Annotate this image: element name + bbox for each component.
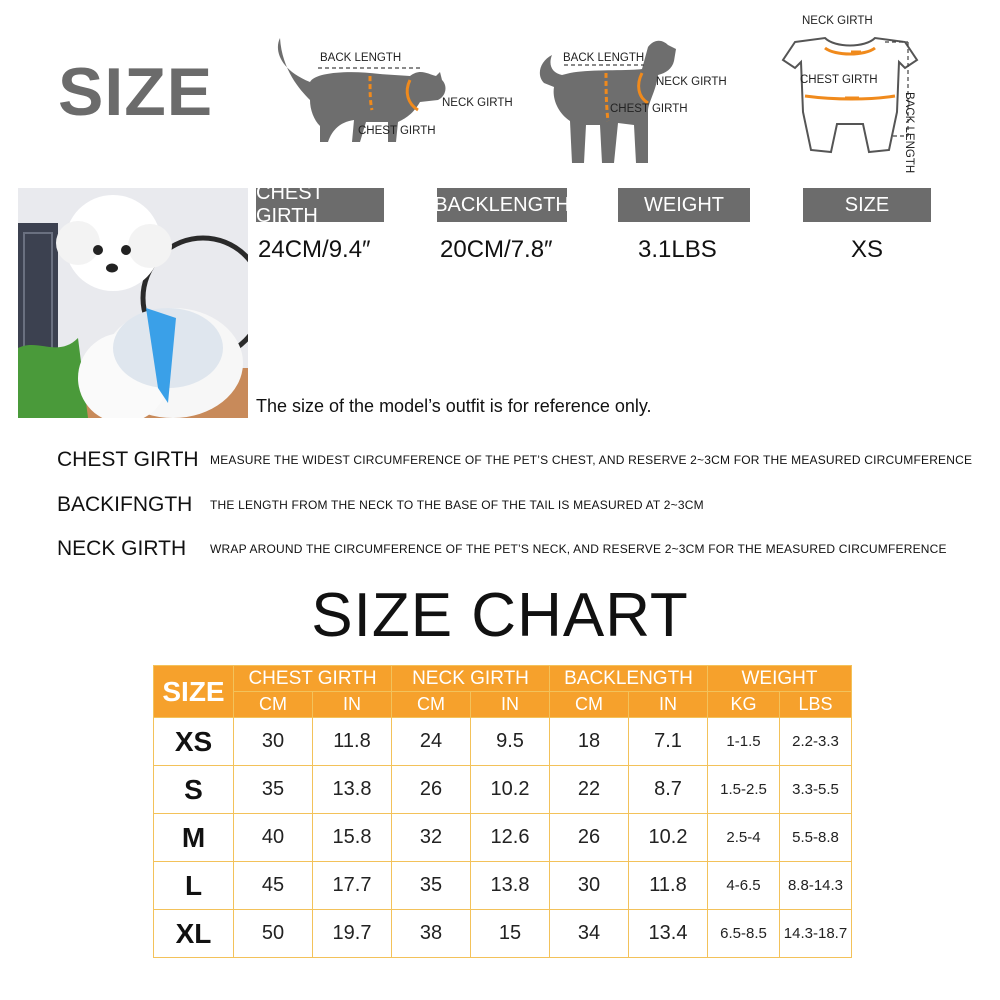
diagram-label: NECK GIRTH — [442, 97, 513, 109]
table-cell: 15.8 — [313, 814, 392, 862]
spec-label-backlength: BACKLENGTH — [437, 188, 567, 222]
size-chart-table — [153, 665, 852, 958]
table-cell: 35 — [392, 862, 471, 910]
table-cell: 13.4 — [629, 910, 708, 958]
group-header: NECK GIRTH — [392, 666, 550, 692]
table-cell: 4-6.5 — [708, 862, 780, 910]
table-cell: 32 — [392, 814, 471, 862]
table-cell: 2.5-4 — [708, 814, 780, 862]
diagram-label: BACK LENGTH — [903, 92, 915, 174]
table-row — [154, 766, 852, 814]
diagram-label: CHEST GIRTH — [610, 103, 688, 115]
definition-term: NECK GIRTH — [57, 537, 187, 560]
definition-text: WRAP AROUND THE CIRCUMFERENCE OF THE PET’S NECK, AND RESERVE 2~3CM FOR THE MEASURED CIRCUMFERENCE — [210, 542, 947, 556]
diagram-label: BACK LENGTH — [563, 52, 645, 64]
table-cell: 8.8-14.3 — [780, 862, 852, 910]
garment-measurement-diagram — [765, 12, 990, 172]
size-cell: XL — [154, 910, 234, 958]
dog-measurement-diagram — [530, 25, 740, 175]
unit-header: CM — [392, 692, 471, 718]
diagram-label: CHEST GIRTH — [358, 125, 436, 137]
spec-label-size: SIZE — [803, 188, 931, 222]
spec-value-size: XS — [851, 236, 884, 263]
unit-header: IN — [313, 692, 392, 718]
table-cell: 24 — [392, 718, 471, 766]
spec-value-chest-girth: 24CM/9.4″ — [258, 236, 371, 263]
group-header: BACKLENGTH — [550, 666, 708, 692]
table-cell: 35 — [234, 766, 313, 814]
diagram-label: NECK GIRTH — [656, 76, 727, 88]
definition-text: MEASURE THE WIDEST CIRCUMFERENCE OF THE PET’S CHEST, AND RESERVE 2~3CM FOR THE MEASURED CIRCUMFERENCE — [210, 453, 973, 467]
table-cell: 1.5-2.5 — [708, 766, 780, 814]
reference-note: The size of the model’s outfit is for reference only. — [256, 396, 652, 416]
unit-header: CM — [234, 692, 313, 718]
table-cell: 15 — [471, 910, 550, 958]
table-cell: 40 — [234, 814, 313, 862]
table-cell: 10.2 — [471, 766, 550, 814]
definition-text: THE LENGTH FROM THE NECK TO THE BASE OF THE TAIL IS MEASURED AT 2~3CM — [210, 498, 704, 512]
table-row — [154, 910, 852, 958]
table-cell: 50 — [234, 910, 313, 958]
size-cell: S — [154, 766, 234, 814]
unit-header: KG — [708, 692, 780, 718]
table-cell: 26 — [392, 766, 471, 814]
table-cell: 45 — [234, 862, 313, 910]
diagram-label: CHEST GIRTH — [800, 74, 878, 86]
table-cell: 10.2 — [629, 814, 708, 862]
table-cell: 8.7 — [629, 766, 708, 814]
size-cell: XS — [154, 718, 234, 766]
table-row — [154, 718, 852, 766]
page-title: SIZE — [58, 54, 214, 130]
table-cell: 9.5 — [471, 718, 550, 766]
table-cell: 12.6 — [471, 814, 550, 862]
table-cell: 13.8 — [471, 862, 550, 910]
table-cell: 30 — [550, 862, 629, 910]
table-cell: 18 — [550, 718, 629, 766]
table-cell: 11.8 — [313, 718, 392, 766]
table-cell: 2.2-3.3 — [780, 718, 852, 766]
table-cell: 14.3-18.7 — [780, 910, 852, 958]
table-cell: 30 — [234, 718, 313, 766]
table-cell: 11.8 — [629, 862, 708, 910]
table-row — [154, 862, 852, 910]
unit-header: CM — [550, 692, 629, 718]
diagram-label: BACK LENGTH — [320, 52, 402, 64]
size-cell: L — [154, 862, 234, 910]
table-cell: 19.7 — [313, 910, 392, 958]
spec-value-weight: 3.1LBS — [638, 236, 717, 263]
definition-term: CHEST GIRTH — [57, 448, 199, 471]
garment-outline-icon — [765, 12, 990, 172]
spec-label-weight: WEIGHT — [618, 188, 750, 222]
table-cell: 1-1.5 — [708, 718, 780, 766]
table-cell: 26 — [550, 814, 629, 862]
table-cell: 3.3-5.5 — [780, 766, 852, 814]
diagram-label: NECK GIRTH — [802, 15, 873, 27]
table-cell: 13.8 — [313, 766, 392, 814]
table-cell: 7.1 — [629, 718, 708, 766]
size-chart-title: SIZE CHART — [311, 581, 689, 650]
size-cell: M — [154, 814, 234, 862]
unit-header: IN — [629, 692, 708, 718]
spec-value-backlength: 20CM/7.8″ — [440, 236, 553, 263]
definition-term: BACKIFNGTH — [57, 493, 193, 516]
cat-measurement-diagram — [270, 30, 520, 150]
model-dog-photo — [18, 188, 248, 418]
unit-header: LBS — [780, 692, 852, 718]
table-cell: 6.5-8.5 — [708, 910, 780, 958]
table-cell: 22 — [550, 766, 629, 814]
group-header: WEIGHT — [708, 666, 852, 692]
unit-header: IN — [471, 692, 550, 718]
dog-silhouette-icon — [530, 25, 740, 175]
group-header: CHEST GIRTH — [234, 666, 392, 692]
spec-label-chest-girth: CHEST GIRTH — [256, 188, 384, 222]
size-column-header: SIZE — [154, 666, 234, 718]
table-cell: 17.7 — [313, 862, 392, 910]
table-cell: 34 — [550, 910, 629, 958]
table-cell: 38 — [392, 910, 471, 958]
table-row — [154, 814, 852, 862]
table-cell: 5.5-8.8 — [780, 814, 852, 862]
